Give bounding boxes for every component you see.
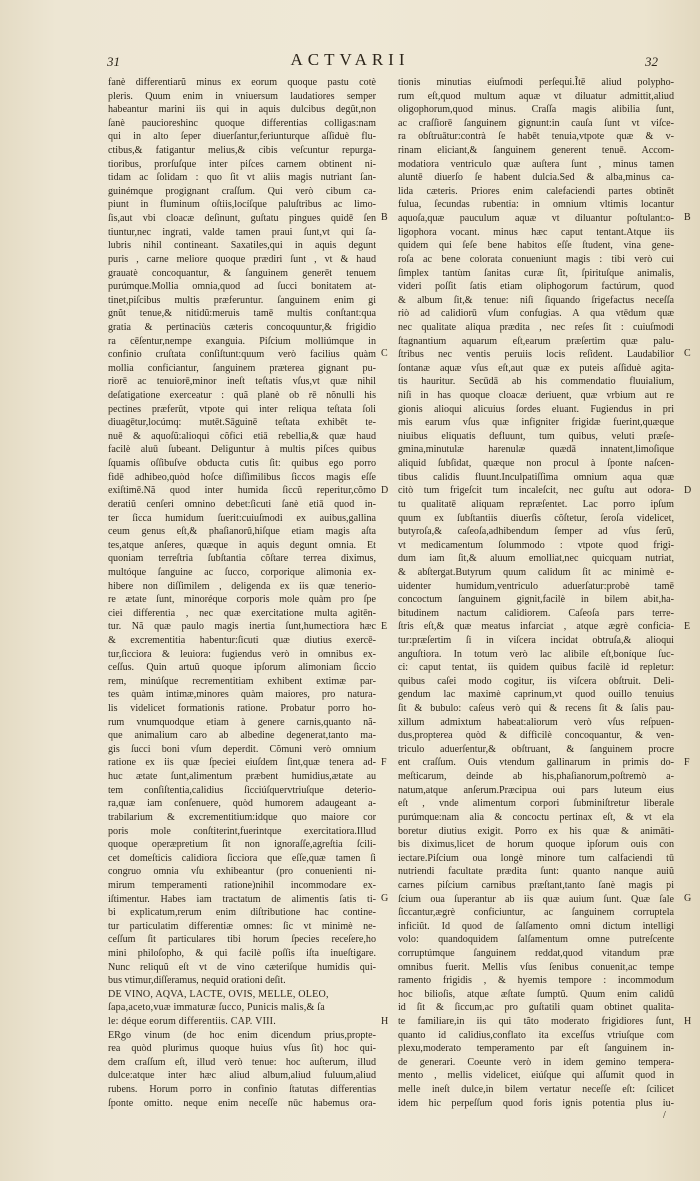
text-line: tidam ac ſolidam : quo ſit vt aliis magis nutriant ſan- (108, 172, 376, 184)
text-line: tioribus, prorſuſque inter piſces carnem obtinent ni- (108, 158, 376, 170)
text-line: ligophora vocant. minus hæc caput tentant.Atque iis (398, 226, 674, 238)
text-line: deſatigatione exerceatur : quã planè ob rē nõnulli his (108, 390, 376, 402)
text-line: ceſſus. Quin artuũ quoque ipſorum alimoniam ſiccio (108, 662, 376, 674)
text-line: niuibus eliquatis defluunt, tum quibus, veluti præſe- (398, 430, 674, 442)
text-line: ſtagnantium aquarum eſt,earum præſertim quæ palu- (398, 335, 674, 347)
text-line: nutriendi facultate prædita ſunt: quanto nanque auiũ (398, 866, 674, 878)
text-line: dus,propterea quòd & difficilè concoquantur, & ven- (398, 730, 674, 742)
text-line: hibere non diſſimilem , deligenda ex iis quæ tenerio- (108, 580, 376, 592)
text-line: quum ex ſubſtantiis diuerſis cõſtetur, ſeroſa videlicet, (398, 512, 674, 524)
margin-letter: H (381, 1015, 389, 1027)
text-line: uidenter humidum,ventriculo aduerſatur:probè tamē (398, 580, 674, 592)
text-line: ent craſſum. Ouis vtendum gallinarum in primis do- (398, 757, 674, 769)
text-line: rubens. Horum porro in confinio ſtatutas differentias (108, 1084, 376, 1096)
text-line: pectines præferũt, vtpote qui inter reliqua teſtata ſoli (108, 403, 376, 415)
text-line: melle ineſt dulce,in bilem vertatur neceſſe eſt: ſcilicet (398, 1084, 674, 1096)
text-line: ſtris eſt,& quæ meatus infarciat , atque ægrè conficia- (398, 621, 674, 633)
text-line: purúmque:nam alia & concoctu pertinax eſt, & vt ela (398, 811, 674, 823)
text-line: aquoſa,quæ pauculum aquæ vt diluantur poſtulant:o- (398, 213, 674, 225)
text-line: boretur diutius exigit. Porro ex his quæ & animāti- (398, 825, 674, 837)
text-line: eſt , vnde alimentum corpori ſubminiſtretur liberale (398, 798, 674, 810)
text-line: quanto id calidius,conflato ita exceſſus vtriuſque com (398, 1029, 674, 1041)
margin-letter: B (381, 212, 388, 224)
text-line: aliquid ſubſidat, quæque non procul à ſponte naſcen- (398, 458, 674, 470)
margin-letter: D (381, 484, 389, 496)
text-line: rum vnumquodque etiam à genere carnis,quanto nã- (108, 716, 376, 728)
margin-letter: G (381, 893, 389, 905)
text-line: rinam eliciant,& ſanguinem generent tenuē. Accom- (398, 145, 674, 157)
text-line: riò ad calidiorū vſum confugias. A qua vtēdum quæ (398, 308, 674, 320)
text-line: ſontanæ aquæ vſus eſt,aut quæ ex puteis aſſiduè agita- (398, 362, 674, 374)
text-line: quoniam terreſtria ſubſtantia cõſtare terrea diximus, (108, 553, 376, 565)
text-line: diuagētur,locúmq: mutēt.Sāguinē teſtata exhibēt te- (108, 417, 376, 429)
text-line: & album ſit,& tenue: niſi ſiquando ſrigefactus neceſſa (398, 294, 674, 306)
margin-letter: H (684, 1015, 692, 1027)
text-line: te familiare,in iis qui tãto moderato frigidiores ſunt, (398, 1016, 674, 1028)
margin-letter: C (381, 348, 388, 360)
text-line: bi explicatum,rerum enim diſtributione hac contine- (108, 907, 376, 919)
text-line: natum,atque anſerum.Præcipua oui pars luteum eius (398, 784, 674, 796)
text-line: ciei differentia , nec quæ exercitatione multa agitēn- (108, 607, 376, 619)
text-line: ter ſicca humidum ſuerit:cuiuſmodi ex auibus,gallina (108, 512, 376, 524)
text-line: guinémque progignant craſſum. Qui verò cibum ca- (108, 185, 376, 197)
text-line: ctibus,& fatigantur melius,& cibis veſcuntur repurga- (108, 145, 376, 157)
text-line: nuē & aquoſũ:alioqui cõfici etiā rebellia,& quæ haud (108, 430, 376, 442)
text-line: ra obſtruātur:contrà ſe habēt tenuia,vtpote quæ & v- (398, 131, 674, 143)
text-line: tionis minutias eiuſmodi perſequi.Ĩtē aliud polypho- (398, 77, 674, 88)
text-line: trabilarium & excrementitium:idque quo maiore cor (108, 811, 376, 823)
text-line: & abſtergat.Butyrum quum calidum ſit ac minimè e- (398, 566, 674, 578)
text-line: lis videlicet formationis ratione. Probatur porro ho- (108, 703, 376, 715)
text-line: gmina,minutulæ harenulæ quædā innatent,limoſique (398, 444, 674, 456)
margin-letter: G (684, 893, 692, 905)
text-line: lida cæteris. Priores enim calefaciendi partes obtinēt (398, 185, 674, 197)
text-line: gratia & pertinaciùs cæteris concoquuntur,& frigidio (108, 321, 376, 333)
text-line: mento , mellis videlicet, eiúſque qui aſſumit quod in (398, 1070, 674, 1082)
text-line: habeantur marini iis qui in aquis dulcibus degũt,non (108, 104, 376, 116)
text-line: purúmque.Mollia omnia,quod ad ſucci bonitatem at- (108, 281, 376, 293)
text-line: id ſit & ſiccum,ac pro guſtatili quam obtinet qualita- (398, 1002, 674, 1014)
text-line: bitudinem nactum calidiorem. Caſeoſa pars terre- (398, 607, 674, 619)
text-line: cet domeſticis calidiora ſicciora que eſſe,quæ tamen ſi (108, 852, 376, 864)
text-line: tiuntur,nec ingrati, valde tamen praui ſunt,vt qui ſa- (108, 226, 376, 238)
text-line: iſtimentur. Habes iam tractatum de alimentis ſatis ti- (108, 893, 376, 905)
text-line: mini philoſopho, & qui facilè poſſis iſta inueſtigare. (108, 948, 376, 959)
text-line: mis earum vſus quæ infigniter frigidæ fuerint,quæque (398, 417, 674, 429)
text-line: huc ætate ſunt,alimentum præbent humidius,ætate au (108, 771, 376, 783)
text-line: vt medicamentum ſolummodo : vtpote quod frigi- (398, 539, 674, 551)
text-line: facilè aluū ſubeant. Deliguntur à multis piſces quibus (108, 444, 376, 456)
text-line: rum eſt,quod multum aquæ vt diluatur admittit,aliud (398, 90, 674, 102)
text-line: omnibus fuerit. Mellis vſus ſenibus conuenit,ac tempe (398, 961, 674, 973)
text-line: corruptúmque ſanguinem reddat,quod vitandum præ (398, 948, 674, 959)
text-line: videri poſſit ſatis etiam oliphogorum factúrum, quod (398, 281, 674, 293)
text-line: grauatè concoquantur, & ſanguinem generēt tenuem (108, 267, 376, 279)
text-line: xillum admixtum habeat:aliorum verò vſus reſpuen- (398, 716, 674, 728)
text-line: niſi in has quoque cloacæ deriuent, quæ vrbium aut re (398, 390, 674, 402)
text-line: re ætate ſunt, minoréque corporis mole quàm pro ſpe (108, 594, 376, 606)
margin-letter: B (684, 212, 691, 224)
text-line: ratione ex iis quæ ſpeciei eiuſdem ſint,quæ tenera ad- (108, 757, 376, 769)
text-line: deratiũ cenſeri omnino debet:ſicuti ſanè etiā quod in- (108, 498, 376, 510)
margin-letter: D (684, 484, 692, 496)
text-line: ERgo vinum (de hoc enim dicendum prius,propte- (108, 1029, 376, 1041)
text-line: le: déque eorum differentiis. CAP. VIII. (108, 1016, 276, 1028)
text-line: tibus calidis fluunt.Inculpatiſſima omnium aqua quæ (398, 471, 674, 483)
text-line: DE VINO, AQVA, LACTE, OVIS, MELLE, OLEO, (108, 988, 329, 1000)
running-head: ACTVARII (290, 50, 410, 69)
text-line: de generari. Coeunte verò in idem gemino tempera- (398, 1056, 674, 1068)
text-line: volo: quandoquidem ſalſamentum omne putreſcente (398, 934, 674, 946)
page-number-left: 31 (107, 54, 120, 69)
text-line: tur particulatim differentiæ omnes: ſic vt minimè ne- (108, 920, 376, 932)
text-line: tis hauritur. Secūdā ab his commendatio fluuialium, (398, 376, 674, 388)
margin-letter: C (684, 348, 691, 360)
text-line: ceſſum ſit particulares tibi horum ſpecies receſere,ho (108, 934, 376, 946)
text-line: Nunc reliquũ eſt vt de vino cæteriſque humidis qui- (108, 961, 376, 973)
text-line: fulua, ſecundas rubentia: in omnium vltimis locantur (398, 199, 674, 211)
text-line: ac craſſiorē ſanguinem gignunt:in cauſa ſunt vt viſce- (398, 117, 674, 129)
margin-letter: E (684, 620, 691, 632)
text-line: ſtribus nec ventis peruiis locis reſident. Laudabilior (398, 349, 674, 361)
text-line: multóque ſanguine ac ſucco, corporique alimonia ex- (108, 566, 376, 578)
text-line: triculo aduerſentur,& obſtruant, & ſanguinem procre (398, 743, 674, 755)
text-line: tem conſiſtentia,calidius ſicciúſquervtriuſque deterio- (108, 784, 376, 796)
text-line: carnes piſcium carnibus præſtant,tanto ſanè magis pi (398, 879, 674, 891)
text-line: piunt in fluminum oſtiis,locíſque paluſtribus ac limo- (108, 199, 376, 211)
text-line: tur,ſicciora & leuiora: fugiendus verò in omnibus ex- (108, 648, 376, 660)
text-line: lubris nihil contineant. Saxatiles,qui in aquis degunt (108, 240, 376, 252)
text-line: nec qualitate aliqua prædita , nec reſes ſit : cuiuſmodi (398, 321, 674, 333)
text-line: tes,atque anſeres, quæque in aquis degunt omnia. Et (108, 539, 376, 551)
text-line: tu qualitatē aliquam repræſentet. Lac porro ipſum (398, 498, 674, 510)
text-line: qui in alto ſeper diuerſantur,feriunturque aſſiduè flu- (108, 131, 376, 143)
text-line: tur. Nã quæ paulo magis inertia ſunt,humectiora hæc (108, 621, 376, 633)
text-line: gnũt tenue,& nitidũ:meruis tamē multis conſtant:qua (108, 308, 376, 320)
text-line: dem craſſum eſt, illud verò tenue: hoc auſterum, illud (108, 1056, 376, 1068)
text-line: fanè differentiarũ minus ex eorum quoque pastu cotè (108, 77, 376, 88)
text-line: exiſtimē.Nã quod inter humida ſiccũ reperitur,cõmo (108, 485, 376, 497)
text-line: concoctum ſanguinem gignit,facilè in bilem abit,ha- (398, 594, 674, 606)
text-line: oligophorum,quod minus. Craſſa magis alibilia ſunt, (398, 104, 674, 116)
text-line: bis diximus,licet de horum quoque ipſorum ouis con (398, 839, 674, 851)
text-line: ci: caput tentat, iis quidem quibus facilè id repletur: (398, 662, 674, 674)
margin-letter: F (381, 757, 387, 768)
text-line: & excrementitia habentur:ſicuti quæ diutius exercē- (108, 634, 376, 646)
text-line: ſapa,aceto,vuæ immaturæ ſucco, Punicis malis,& ſa (108, 1002, 325, 1014)
text-line: rea quòd plurimus quoque huius vſus ſit) hoc qui- (108, 1043, 376, 1055)
text-line: fidē adhibeo,quòd hoſce diſſimilibus ſiccos magis eſſe (108, 471, 376, 483)
text-line: ſponte omitto. neque enim neceſſe nūc habemus ora- (108, 1097, 376, 1109)
text-line: ra,quæ iam conſenuere, quòd humorem adaugeant a- (108, 798, 376, 810)
text-line: ramento frigidis , & hyemis tempore : incommodum (398, 975, 674, 987)
text-line: ſis,aut vbi cloacæ deſinunt, guſtatu pingues quidē ſen (108, 213, 376, 225)
text-column-left (108, 76, 376, 1110)
text-line: dum iam ſit,& aluum emolliat,nec quicquam nutriat, (398, 553, 674, 565)
text-line: quidem qui ſeſe bene habitos eſſe ſtudent, vina gene- (398, 240, 674, 252)
text-line: quibus caſei modo cogitur, iis viſcera obſtruit. Deli- (398, 675, 674, 687)
text-line: riorē ac tenuiorē,minor ineſt teſtatis vſus,vt quæ nihil (108, 376, 376, 388)
text-line: meſticarum, deinde ab his,phaſianorum,poſtremò a- (398, 771, 674, 783)
text-line: tur:præſertim ſi in viſcera incidat obtruſa,& alioqui (398, 634, 674, 646)
text-line: butyroſa,& caſeoſa,adhibendum ſemper ad vſus ſerũ, (398, 526, 674, 538)
text-line: puris , carne meliore quoque prædiri ſunt , vt & haud (108, 253, 376, 265)
text-line: ſanè paucioreshinc quoque differentias colligas:nam (108, 117, 376, 129)
bottom-mark: / (663, 1110, 666, 1121)
text-line: citò tum frigeſcit tum incaleſcit, nec guſtu aut odora- (398, 485, 674, 497)
text-line: gendum lac maximè caprinum,vt quod ouillo tenuius (398, 689, 674, 701)
text-line: que animalium caro ab albedine degenerat,tanto ma- (108, 730, 376, 742)
text-line: plexu,moderato temperamento par eſt ſanguinem in- (398, 1043, 674, 1055)
text-line: ceum genus eſt,& phaſianorũ,hiſque etiam magis aſta (108, 526, 376, 538)
text-line: tinet,piſcibus multis præferuntur. ſanguinem enim gi (108, 294, 376, 306)
text-line: mollia conficiantur, ſanguinem præterea gignant pu- (108, 362, 376, 374)
text-line: ſimplex tantùm ſanitas curæ ſit, ſpirituſque animalis, (398, 267, 674, 279)
text-line: anguſtiora. In totum verò lac alibile eſt,boníque ſuc- (398, 648, 674, 660)
text-line: iectare.Piſcium oua longè minore tum calfaciendi tū (398, 852, 674, 864)
text-line: ſcium oua ſuperantur ab iis quæ auium ſunt. Quæ ſale (398, 893, 674, 905)
text-line: tes quàm intimæ,minores quàm maiores, pro natura- (108, 689, 376, 701)
text-column-right (398, 76, 674, 1110)
text-line: pleris. Quum enim in vniuersum laudatiores semper (108, 90, 376, 102)
text-line: idem hic perpeſſum quod foris ignis potentia plus iu- (398, 1097, 674, 1109)
text-line: bus vtimur,diſſeramus, nequid orationi deſit. (108, 975, 286, 987)
page-number-right: 32 (645, 54, 658, 69)
margin-letter: E (381, 620, 388, 632)
text-line: rem, minúſque recrementitiam exhibent extimæ par- (108, 675, 376, 687)
margin-letter: F (684, 757, 690, 768)
text-line: roſa ac bene colorata conueniunt magis : tibi verò cui (398, 253, 674, 265)
text-line: hoc bilioſis, atque æſtate ſumptũ. Quum enim calidũ (398, 988, 674, 1000)
text-line: aluntē diuerſo ſe habent dulcia.Sed & alba,minus ca- (398, 172, 674, 184)
text-line: poris mole conſtiterint,fuerintque exercitatiora.Illud (108, 825, 376, 837)
text-line: gis ſucci boni vſum deperdit. Cõmuni verò omnium (108, 743, 376, 755)
text-line: ra cēſentur,nempe exanguia. Piſcium molliúmque in (108, 335, 376, 347)
text-line: confinio cruſtata conſiſtunt:quum verò facilius quàm (108, 349, 376, 361)
text-line: ſit & bubulo: caſeus verò qui & recens ſit & ſalis pau- (398, 703, 674, 715)
text-line: modatiora ventriculo quæ auſtera ſunt , minus tamen (398, 158, 674, 170)
text-line: quoque operæpretium ſit non ignoraſſe,agreſtia ſcili- (108, 839, 376, 851)
text-line: congruo omnia vſu exhibeantur (pro conuenienti ni- (108, 866, 376, 878)
text-line: mirum temperamenti ratione)nihil incommodare ex- (108, 879, 376, 891)
text-line: ſquamis oſſibuſve obducta cutis ſit: quibus ego porro (108, 458, 376, 470)
text-line: dulce:atque inter hæc aliud album,aliud fuluum,aliud (108, 1070, 376, 1082)
text-line: inficiũt. Id quod de ſalſamento omni dictum intelligi (398, 920, 674, 932)
text-line: ſiccantur,ægrè conficiuntur, ac ſanguinem corruptela (398, 907, 674, 919)
text-line: gionis alioqui alicuius ſordes eluant. Fugiendus in pri (398, 403, 674, 415)
